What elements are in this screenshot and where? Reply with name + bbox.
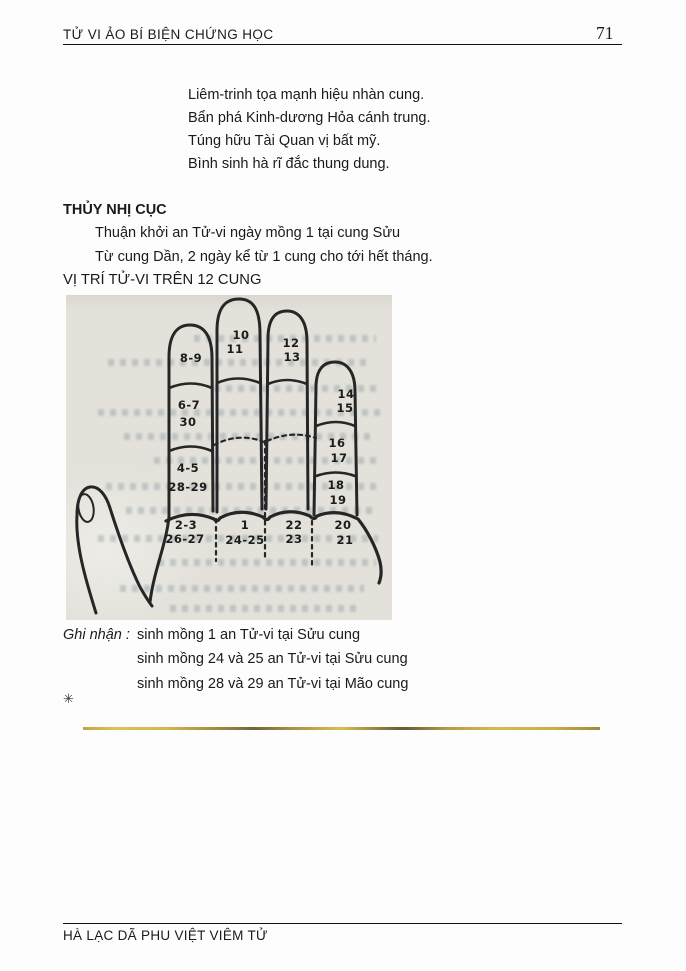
poem-line: Liêm-trinh tọa mạnh hiệu nhàn cung.	[188, 87, 425, 103]
finger-segment-label: 4-5	[176, 461, 200, 475]
finger-segment-label: 26-27	[165, 532, 205, 546]
finger-segment-label: 2-3	[174, 518, 198, 532]
asterisk-mark: ✳	[63, 691, 74, 706]
finger-segment-label: 13	[283, 350, 301, 364]
finger-segment-label: 6-7	[177, 398, 201, 412]
finger-segment-label: 8-9	[179, 351, 203, 365]
finger-segment-label: 14	[337, 387, 355, 401]
header-rule	[63, 44, 622, 45]
poem-line: Túng hữu Tài Quan vị bất mỹ.	[188, 133, 381, 149]
finger-segment-label: 19	[329, 493, 347, 507]
finger-segment-label: 1	[240, 518, 250, 532]
note-line: sinh mồng 24 và 25 an Tử-vi tại Sửu cung	[137, 651, 408, 667]
section-heading: THỦY NHỊ CỤC	[63, 202, 167, 218]
page-number: 71	[596, 23, 614, 43]
poem-line: Bình sinh hà rĩ đắc thung dung.	[188, 156, 390, 172]
header-title: TỬ VI ẢO BÍ BIỆN CHỨNG HỌC	[63, 27, 274, 42]
footer-rule	[63, 923, 622, 924]
gold-divider-rule	[83, 727, 600, 730]
poem-line: Bẩn phá Kinh-dương Hỏa cánh trung.	[188, 110, 431, 126]
finger-segment-label: 18	[327, 478, 345, 492]
finger-segment-label: 12	[282, 336, 300, 350]
finger-segment-label: 30	[179, 415, 197, 429]
finger-segment-label: 15	[336, 401, 354, 415]
section-body-line: Thuận khởi an Tử-vi ngày mồng 1 tại cung Sửu	[95, 225, 401, 241]
finger-segment-label: 17	[330, 451, 348, 465]
footer-author-title: HÀ LẠC DÃ PHU VIỆT VIÊM TỬ	[63, 928, 268, 943]
finger-segment-label: 10	[232, 328, 250, 342]
finger-segment-label: 11	[226, 342, 244, 356]
finger-segment-label: 21	[336, 533, 354, 547]
finger-segment-label: 20	[334, 518, 352, 532]
section-body-line: Từ cung Dần, 2 ngày kể từ 1 cung cho tới hết tháng.	[95, 249, 433, 265]
hand-diagram-figure	[66, 295, 392, 620]
hand-diagram-svg	[66, 295, 392, 620]
note-line: sinh mồng 1 an Tử-vi tại Sửu cung	[137, 627, 361, 643]
note-line: sinh mồng 28 và 29 an Tử-vi tại Mão cung	[137, 676, 409, 692]
finger-segment-label: 24-25	[225, 533, 265, 547]
section-subheading: VỊ TRÍ TỬ-VI TRÊN 12 CUNG	[63, 272, 262, 288]
finger-segment-label: 28-29	[168, 480, 208, 494]
finger-segment-label: 22	[285, 518, 303, 532]
finger-segment-label: 16	[328, 436, 346, 450]
finger-segment-label: 23	[285, 532, 303, 546]
poem-block	[188, 84, 431, 176]
notes-label: Ghi nhận :	[63, 627, 130, 643]
